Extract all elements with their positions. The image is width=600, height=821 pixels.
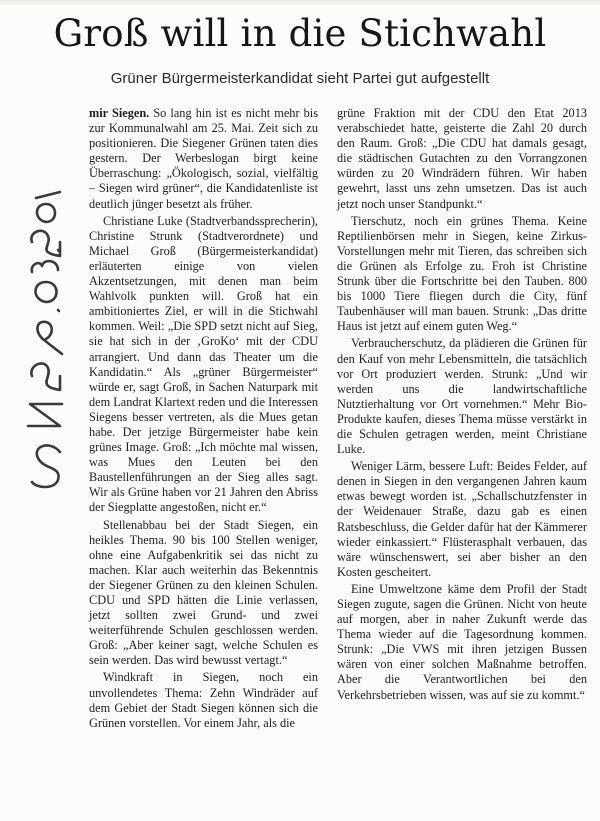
paragraph-left-3: Stellenabbau bei der Stadt Siegen, ein heikles Thema. 90 bis 100 Stellen weniger, ohne eine Aufgabenkritik sei das nicht zu machen. Klar auch weiterhin das Bekenntnis der Siegener Grünen zu den kleinen Schulen. CDU und SPD hätten die Linie verlassen, jetzt sollten zwei Grund- und zwei weiterführende Schulen geschlossen werden. Groß: „Aber keiner sagt, welche Schulen es sein werden. Das wird bewusst vertagt.“ [89,517,318,668]
article-headline: Groß will in die Stichwahl [53,12,547,55]
paragraph-right-1: grüne Fraktion mit der CDU den Etat 2013 verabschiedet hatte, geisterte die Zahl 20 durch den Raum. Groß: „Die CDU hat damals gesagt, die städtischen Gutachten zu den Vorrangzonen würden zu 20 Windrädern führen. Wir haben gewehrt, lasst uns zehn umsetzen. Das ist auch jetzt noch unser Standpunkt.“ [337,106,587,211]
paragraph-left-2: Christiane Luke (Stadtverbandssprecherin), Christine Strunk (Stadtverordnete) und Michael Groß (Bürgermeisterkandidat) erläuterten einige von vielen Akzentsetzungen, mit denen man beim Wahlvolk punkten will. Groß hat ein ambitioniertes Ziel, er will in die Stichwahl kommen. Weil: „Die SPD setzt nicht auf Sieg, sie hat sich in der ‚GroKo‘ mit der CDU arrangiert. Und dann das Theater um die Kandidatin.“ Als „grüner Bürgermeister“ würde er, sagt Groß, in Sachen Naturpark mit dem Landrat Klartext reden und die Interessen Siegens besser vertreten, als die Mues getan habe. Der jetzige Bürgermeister habe kein grünes Image. Groß: „Ich möchte mal wissen, was Mues den Leuten bei den Baustellenführungen an der Sieg alles sagt. Wir als Grüne haben vor 21 Jahren den Abriss der Siegplatte angestoßen, nicht er.“ [89,213,318,515]
paragraph-right-3: Verbraucherschutz, da plädieren die Grünen für den Kauf von mehr Lebensmitteln, die tatsächlich vor Ort produziert werden. Strunk: „Und wir werden uns die landwirtschaftliche Nutztierhaltung vor Ort vornehmen.“ Mehr Bio-Produkte kaufen, dieses Thema müsse verstärkt in die Schulen getragen werden, meint Christiane Luke. [337,336,587,457]
handwritten-date-note [14,190,72,490]
paragraph-right-2: Tierschutz, noch ein grünes Thema. Keine Reptilienbörsen mehr in Siegen, keine Zirkus-Vorstellungen mehr mit Tieren, das schreiben sich die Grünen als Erfolge zu. Froh ist Christine Strunk über die Fortschritte bei den Tauben. 800 bis 1000 Tiere fliegen durch die City, fünf Taubenhäuser will man bauen. Strunk: „Das dritte Haus ist jetzt auf einem guten Weg.“ [337,213,587,334]
article-column-right [337,106,587,703]
dateline: mir Siegen. [89,106,150,120]
paragraph-right-5: Eine Umweltzone käme dem Profil der Stadt Siegen zugute, sagen die Grünen. Nicht von heute auf morgen, aber in naher Zukunft werde das Thema wieder auf die Tagesordnung kommen. Strunk: „Die VWS mit ihren jetzigen Bussen wären von einer solchen Maßnahme betroffen. Aber die Verantwortlichen bei den Verkehrsbetrieben wissen, was auf sie zu kommt.“ [337,581,587,702]
paragraph-left-1 [89,106,318,212]
article-subheadline: Grüner Bürgermeisterkandidat sieht Partei gut aufgestellt [110,70,490,87]
paper-fold-shadow [0,0,600,6]
paragraph-left-4: Windkraft in Siegen, noch ein unvollendetes Thema: Zehn Windräder auf dem Gebiet der Stadt Siegen können sich die Grünen vorstellen. Vor einem Jahr, als die [89,670,318,730]
article-column-left [89,106,318,731]
paragraph-right-4: Weniger Lärm, bessere Luft: Beides Felder, auf denen in Siegen in den vergangenen Jahren kaum etwas bewegt worden ist. „Schallschutzfenster in der Weidenauer Straße, dazu gab es einen Ratsbeschluss, die Gelder dafür hat der Kämmerer wieder einkassiert.“ Flüsterasphalt verbauen, das wäre wünschenswert, sei aber bisher an den Kosten gescheitert. [337,459,587,579]
paragraph-text: So lang hin ist es nicht mehr bis zur Kommunalwahl am 25. Mai. Zeit sich zu positionieren. Die Siegener Grünen taten dies gestern. Der Werbeslogan birgt keine Überraschung: „Ökologisch, sozial, vielfältig – Siegen wird grüner“, die Kandidatenliste ist deutlich jünger besetzt als früher. [89,106,318,211]
